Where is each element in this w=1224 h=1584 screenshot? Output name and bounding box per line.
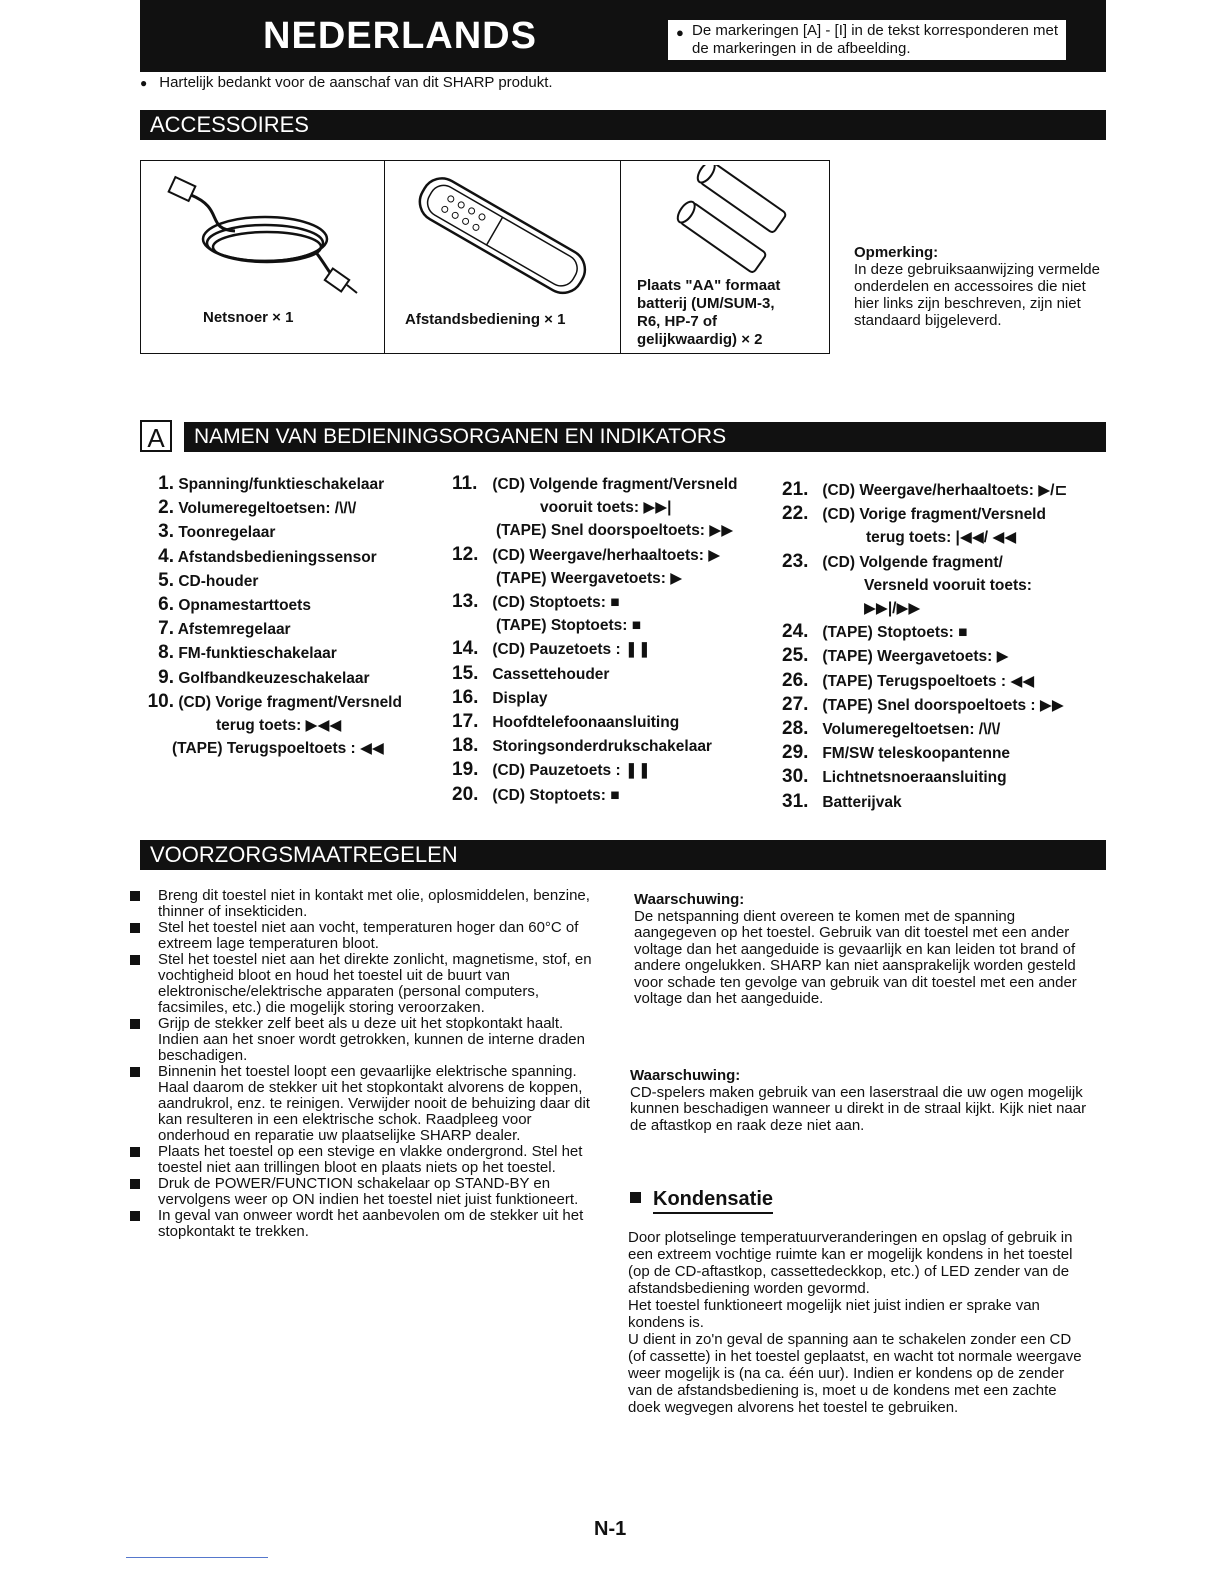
item-text: Afstemregelaar [177,621,291,639]
item-text: FM/SW teleskoopantenne [822,745,1011,763]
control-item [132,617,402,641]
item-text: (CD) Weergave/herhaaltoets: ▶ [492,546,721,564]
warning-heading: Waarschuwing: [630,1067,741,1084]
item-number: 13. [452,591,479,613]
item-text: Hoofdtelefoonaansluiting [492,714,680,732]
control-item-continuation: Versneld vooruit toets: [864,576,1032,594]
section-heading-controls: NAMEN VAN BEDIENINGSORGANEN EN INDIKATORS [184,422,1106,452]
bullet-icon: ● [140,76,148,90]
item-text: Volumeregeltoetsen: /\/\/ [822,721,1001,739]
control-item [782,620,1067,644]
item-number: 16. [452,686,479,708]
list-item-text: Stel het toestel niet aan het direkte zonlicht, magnetisme, stof, en vochtigheid bloot en houd het toestel uit de buurt van elektronische/elektrische apparaten (personal computers, facsimiles, etc.) die mogelijk storing veroorzaken. [158,951,592,1016]
item-text: (CD) Stoptoets: ■ [492,786,620,804]
control-item [452,472,737,496]
list-item [130,1064,600,1144]
item-number: 18. [452,735,479,757]
control-item [782,502,1067,526]
control-item [782,765,1067,789]
control-item [452,686,737,710]
accessory-cell [141,161,385,353]
control-item [782,478,1067,502]
control-item [132,472,402,496]
accessory-label: Netsnoer × 1 [203,309,294,326]
item-text: Cassettehouder [492,665,610,683]
control-item [132,666,402,690]
page-number: N-1 [594,1518,627,1540]
control-item-continuation: (TAPE) Snel doorspoeltoets: ▶▶ [496,522,734,540]
list-item-text: Stel het toestel niet aan vocht, temperaturen hoger dan 60°C of extreem lage temperaturen bloot. [158,919,579,952]
item-text: (CD) Pauzetoets : ❚❚ [492,641,651,659]
item-number: 24. [782,621,809,643]
controls-column-2 [452,472,737,807]
item-number: 26. [782,669,809,691]
controls-column-1 [132,472,402,760]
item-number: 3. [158,521,174,543]
item-text: (TAPE) Stoptoets: ■ [822,624,968,642]
control-item-continuation: (TAPE) Terugspoeltoets : ◀◀ [172,740,384,758]
power-cord-icon [165,169,365,299]
accessory-label [637,277,780,349]
batteries-icon [659,165,809,275]
item-number: 4. [158,545,174,567]
accessory-cell [621,161,829,353]
list-item-text: In geval van onweer wordt het aanbevolen om de stekker uit het stopkontakt te trekken. [158,1207,584,1240]
control-item [132,496,402,520]
item-number: 11. [452,473,478,494]
item-number: 25. [782,645,809,667]
square-bullet-icon [130,1211,140,1221]
controls-column-3 [782,478,1067,814]
control-item [782,550,1067,574]
square-bullet-icon [130,955,140,965]
control-item [782,717,1067,741]
item-text: Lichtnetsnoeraansluiting [822,769,1007,787]
item-number: 15. [452,662,479,684]
header-note-text: De markeringen [A] - [I] in de tekst korresponderen met de markeringen in de afbeelding. [692,22,1058,57]
control-item [782,669,1067,693]
control-item [132,690,402,714]
item-number: 28. [782,718,809,740]
precautions-list [130,888,600,1240]
control-item [782,644,1067,668]
list-item [130,1208,600,1240]
intro-text: Hartelijk bedankt voor de aanschaf van dit SHARP produkt. [159,74,553,91]
control-item [782,693,1067,717]
control-item [452,637,737,661]
item-number: 14. [452,638,479,660]
item-number: 27. [782,693,809,715]
item-text: Storingsonderdrukschakelaar [492,738,712,756]
list-item [130,888,600,920]
item-text: Opnamestarttoets [178,597,311,615]
accessories-table [140,160,830,354]
footer-rule [126,1557,268,1558]
control-item [452,710,737,734]
item-number: 31. [782,790,809,812]
control-item [452,590,737,614]
item-text: Display [492,689,548,707]
warning-text: CD-spelers maken gebruik van een laserstraal die uw ogen mogelijk kunnen beschadigen wanneer u direkt in de straal kijkt. Kijk niet naar de aftastkop en raak deze niet aan. [630,1083,1087,1134]
section-letter: A [142,422,170,450]
control-item-continuation: vooruit toets: ▶▶| [540,499,672,517]
control-item [132,593,402,617]
item-number: 20. [452,783,479,805]
accessory-label-line: Plaats "AA" formaat [637,277,781,294]
item-text: (CD) Stoptoets: ■ [492,594,620,612]
list-item-text: Grijp de stekker zelf beet als u deze uit het stopkontakt haalt. Indien aan het snoer wordt getrokken, kunnen de interne draden beschadigen. [158,1015,585,1064]
item-number: 30. [782,766,809,788]
square-bullet-icon [130,923,140,933]
item-number: 6. [158,594,174,616]
item-number: 2. [158,497,174,519]
remote-control-icon [401,171,601,301]
item-text: (TAPE) Snel doorspoeltoets : ▶▶ [822,696,1064,714]
condensation-title: Kondensatie [653,1188,773,1214]
square-bullet-icon [130,891,140,901]
item-number: 5. [158,569,174,591]
control-item [452,543,737,567]
square-bullet-icon [130,1147,140,1157]
note-text: In deze gebruiksaanwijzing vermelde onderdelen en accessoires die niet hier links zijn beschreven, zijn niet standaard bijgeleverd. [854,261,1100,329]
item-text: (TAPE) Weergavetoets: ▶ [822,648,1009,666]
section-letter-box [140,420,172,452]
item-text: (CD) Weergave/herhaaltoets: ▶/⊏ [822,482,1068,499]
item-text: Toonregelaar [178,524,276,542]
warning-voltage [634,892,1096,1008]
control-item [132,569,402,593]
control-item-continuation: terug toets: ▶◀◀ [216,717,342,735]
item-number: 9. [158,666,174,688]
item-number: 7. [158,618,174,640]
warning-text: De netspanning dient overeen te komen met de spanning aangegeven op het toestel. Gebruik van dit toestel met een ander voltage dan het aangeduide is gevaarlijk en kan leiden tot brand of andere ongelukken. SHARP kan niet aansprakelijk worden gesteld voor schade ten gevolge van gebruik van dit toestel met een ander voltage dan het aangeduide. [634,907,1077,1007]
accessory-label: Afstandsbediening × 1 [405,311,566,328]
section-heading-precautions: VOORZORGSMAATREGELEN [140,840,1106,870]
square-bullet-icon [130,1179,140,1189]
list-item [130,952,600,1016]
control-item [452,758,737,782]
list-item [130,1144,600,1176]
item-number: 21. [782,479,809,500]
item-text: (CD) Vorige fragment/Versneld [822,506,1046,524]
item-text: (CD) Pauzetoets : ❚❚ [492,762,651,780]
page-title: NEDERLANDS [140,0,660,72]
header-note-box [660,0,1106,72]
control-item [132,520,402,544]
square-bullet-icon [130,1019,140,1029]
list-item-text: Breng dit toestel niet in kontakt met olie, oplosmiddelen, benzine, thinner of insekticiden. [158,887,590,920]
item-text: (TAPE) Terugspoeltoets : ◀◀ [822,672,1035,690]
condensation-body [628,1229,1090,1416]
control-item-continuation: (TAPE) Stoptoets: ■ [496,617,642,635]
note-heading: Opmerking: [854,244,939,261]
item-text: (CD) Vorige fragment/Versneld [178,693,402,711]
control-item [452,662,737,686]
list-item-text: Binnenin het toestel loopt een gevaarlijke elektrische spanning. Haal daarom de stekker uit het stopkontakt alvorens de koppen, aandrukrol, enz. te reinigen. Verwijder nooit de behuizing daar dit kan resulteren in een elektrische schok. Raadpleeg voor onderhoud en reparatie uw plaatselijke SHARP dealer. [158,1063,590,1144]
item-number: 19. [452,759,479,781]
control-item [782,741,1067,765]
accessory-cell [385,161,621,353]
warning-laser [630,1068,1092,1134]
item-text: (CD) Volgende fragment/Versneld [492,476,738,493]
accessory-label-line: R6, HP-7 of [637,313,718,330]
square-bullet-icon [130,1067,140,1077]
item-text: FM-funktieschakelaar [178,645,337,663]
item-number: 10. [147,690,174,712]
bullet-icon: ● [676,25,684,40]
list-item [130,920,600,952]
warning-heading: Waarschuwing: [634,891,745,908]
control-item-continuation: (TAPE) Weergavetoets: ▶ [496,569,683,587]
paragraph: U dient in zo'n geval de spanning aan te schakelen zonder een CD (of cassette) in het toestel geplaatst, en wacht tot normale weergave weer mogelijk is (na ca. één uur). Indien er kondens op de zender van de afstandsbediening is, moet u de kondens met een zachte doek wegvegen alvorens het toestel te gebruiken. [628,1331,1082,1416]
item-text: Volumeregeltoetsen: /\/\/ [178,500,357,518]
item-number: 17. [452,711,479,733]
list-item [130,1176,600,1208]
item-text: Golfbandkeuzeschakelaar [178,669,370,687]
control-item-continuation: terug toets: |◀◀/ ◀◀ [866,529,1017,547]
item-number: 22. [782,503,809,525]
list-item [130,1016,600,1064]
item-number: 8. [158,642,174,664]
item-number: 12. [452,543,479,565]
section-heading-accessories: ACCESSOIRES [140,110,1106,140]
paragraph: Door plotselinge temperatuurveranderingen en opslag of gebruik in een extreem vochtige ruimte kan er mogelijk kondens in het toestel (op de CD-aftastkop, cassettedeckkop, etc.) of LED zender van de afstandsbediening worden gevormd. [628,1229,1073,1297]
item-text: Batterijvak [822,793,902,811]
item-number: 23. [782,550,809,572]
square-bullet-icon [630,1192,641,1203]
control-item [782,790,1067,814]
accessories-note [854,244,1106,329]
item-text: CD-houder [178,572,259,590]
item-number: 29. [782,742,809,764]
control-item [132,545,402,569]
control-item [452,783,737,807]
control-item-continuation: ▶▶|/▶▶ [864,600,921,618]
intro-line [140,74,553,91]
header-note [668,20,1066,60]
list-item-text: Plaats het toestel op een stevige en vlakke ondergrond. Stel het toestel niet aan trillingen bloot en plaats niets op het toestel. [158,1143,583,1176]
item-text: (CD) Volgende fragment/ [822,553,1003,571]
control-item [132,641,402,665]
accessory-label-line: gelijkwaardig) × 2 [637,331,763,348]
item-text: Afstandsbedieningssensor [177,548,377,566]
control-item [452,734,737,758]
item-number: 1. [158,473,174,494]
paragraph: Het toestel funktioneert mogelijk niet juist indien er sprake van kondens is. [628,1297,1040,1331]
item-text: Spanning/funktieschakelaar [178,476,385,493]
condensation-heading [630,1188,773,1211]
list-item-text: Druk de POWER/FUNCTION schakelaar op STAND-BY en vervolgens weer op ON indien het toestel niet juist funktioneert. [158,1175,579,1208]
accessory-label-line: batterij (UM/SUM-3, [637,295,775,312]
